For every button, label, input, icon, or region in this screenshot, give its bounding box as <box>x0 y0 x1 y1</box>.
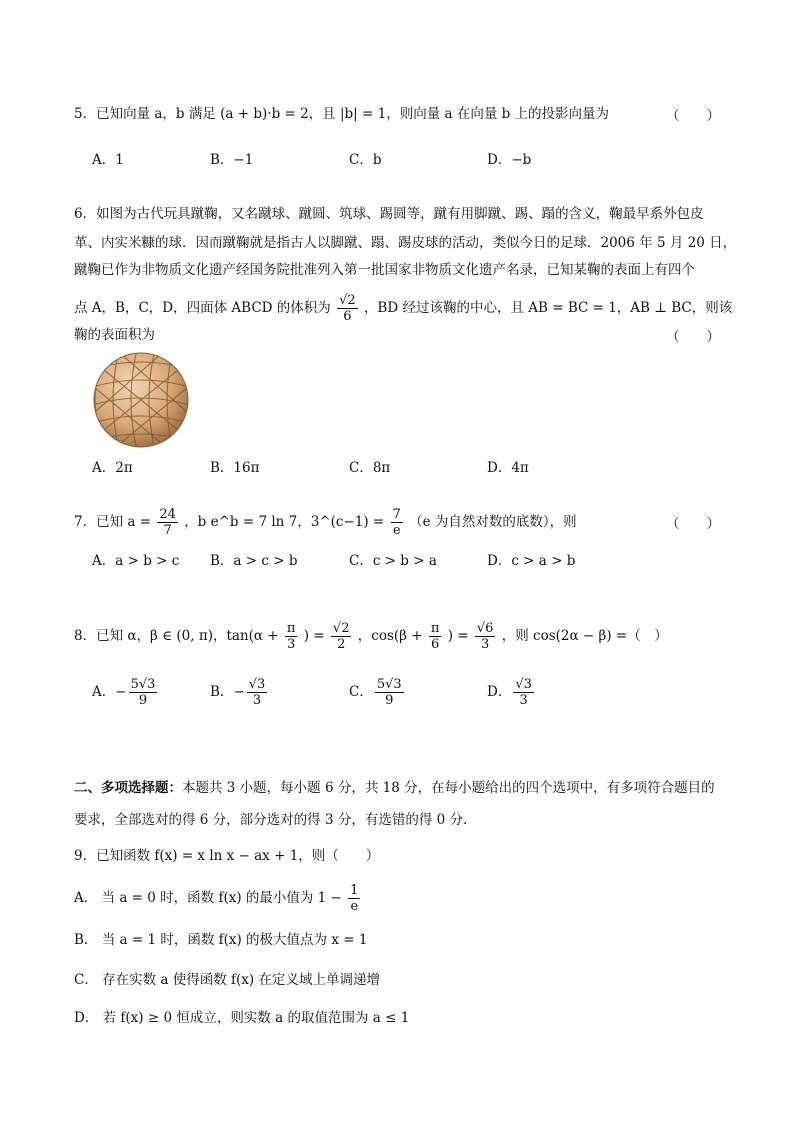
q8-option-c-den: 9 <box>385 693 394 708</box>
q8-stem-mid-3: ) = <box>447 628 469 644</box>
q6-option-a: A．2π <box>92 460 133 476</box>
q8-r6-den: 3 <box>481 637 490 652</box>
q7-stem-post: （e 为自然对数的底数），则 <box>409 514 577 530</box>
q8-r6-fraction <box>475 621 496 652</box>
q8-option-a-label: A．− <box>92 684 127 700</box>
q8-option-a <box>92 672 159 712</box>
q7-a-den: 7 <box>163 523 172 538</box>
q6-option-c: C．8π <box>349 460 391 476</box>
q5-stem: 5．已知向量 a，b 满足 (a + b)·b = 2，且 |b| = 1，则向量 a 在向量 b 上的投影向量为 <box>74 106 610 122</box>
q6-line-4-pre: 点 A，B，C，D，四面体 ABCD 的体积为 <box>74 300 331 316</box>
q9-option-a <box>74 878 362 918</box>
q9-stem: 9．已知函数 f(x) = x ln x − ax + 1，则（ ） <box>74 848 380 864</box>
q7-stem-pre: 7．已知 a = <box>74 514 152 530</box>
q8-pi3-num: π <box>286 621 296 636</box>
q8-r2-num: √2 <box>332 621 350 636</box>
q9-option-c: C． 存在实数 a 使得函数 f(x) 在定义域上单调递增 <box>74 972 380 988</box>
q7-option-d: D．c > a > b <box>487 553 576 569</box>
q8-option-b-label: B．− <box>210 684 245 700</box>
q9-option-a-den: e <box>350 899 359 914</box>
q8-option-d-num: √3 <box>515 677 532 692</box>
q6-line-1: 6．如图为古代玩具蹴鞠，又名蹴球、蹴圆、筑球、踢圆等，蹴有用脚蹴、踢、蹋的含义，鞠最早系外包皮 <box>74 206 704 222</box>
section-2-title: 二、多项选择题： <box>74 780 182 796</box>
section-2-heading <box>74 778 715 798</box>
q7-c-num: 7 <box>392 507 401 522</box>
q5-option-a: A．1 <box>92 152 124 168</box>
q7-option-b: B．a > c > b <box>210 553 298 569</box>
q8-option-c-fraction <box>375 677 404 708</box>
section-2-instructions-2: 要求，全部选对的得 6 分，部分选对的得 3 分，有选错的得 0 分. <box>74 812 468 828</box>
q8-option-c-num: 5√3 <box>376 677 402 692</box>
q5-option-b: B．−1 <box>210 152 254 168</box>
q8-stem-mid-2: ，cos(β + <box>357 628 423 644</box>
q8-option-b <box>210 672 269 712</box>
q6-volume-den: 6 <box>343 309 352 324</box>
q8-pi6-den: 6 <box>431 637 440 652</box>
q7-c-den: e <box>392 523 401 538</box>
q8-r2-fraction <box>331 621 352 652</box>
q6-option-d: D．4π <box>487 460 529 476</box>
q8-option-d-label: D． <box>487 684 512 700</box>
q6-answer-paren: （ ） <box>666 329 720 345</box>
q5-answer-paren: （ ） <box>666 108 720 124</box>
q5-option-d: D．−b <box>487 152 532 168</box>
q8-option-c <box>349 672 406 712</box>
section-2-instructions-1: 本题共 3 小题，每小题 6 分，共 18 分，在每小题给出的四个选项中，有多项符合题目的 <box>182 780 715 796</box>
q8-option-a-fraction <box>129 677 158 708</box>
q8-option-d <box>487 672 536 712</box>
q8-stem <box>74 616 668 656</box>
q7-c-fraction <box>391 507 403 538</box>
q8-r6-num: √6 <box>476 621 494 636</box>
q8-stem-post: ，则 cos(2α − β) =（ ） <box>501 628 668 644</box>
q8-option-d-fraction <box>513 677 534 708</box>
q8-stem-pre: 8．已知 α，β ∈ (0, π)，tan(α + <box>74 628 279 644</box>
q6-option-b: B．16π <box>210 460 260 476</box>
q8-option-b-fraction <box>247 677 268 708</box>
q7-option-a: A．a > b > c <box>92 553 180 569</box>
cuju-ball-image <box>93 352 189 448</box>
q6-line-2: 革、内实米糠的球．因而蹴鞠就是指古人以脚蹴、蹋、踢皮球的活动，类似今日的足球．2006 年 5 月 20 日， <box>74 235 737 251</box>
q7-a-num: 24 <box>159 507 176 522</box>
q8-pi3-fraction <box>285 621 298 652</box>
q7-stem <box>74 502 577 542</box>
q8-option-b-den: 3 <box>252 693 262 708</box>
q5-option-c: C．b <box>349 152 382 168</box>
q9-option-b: B． 当 a = 1 时，函数 f(x) 的极大值点为 x = 1 <box>74 932 368 948</box>
q8-option-a-num: 5√3 <box>130 677 156 692</box>
q8-r2-den: 2 <box>337 637 346 652</box>
q9-option-a-num: 1 <box>350 883 359 898</box>
q7-a-fraction <box>157 507 178 538</box>
q8-option-c-label: C． <box>349 684 373 700</box>
q8-option-d-den: 3 <box>519 693 528 708</box>
q6-line-4 <box>74 288 732 328</box>
q7-answer-paren: （ ） <box>666 516 720 532</box>
q9-option-d: D． 若 f(x) ≥ 0 恒成立，则实数 a 的取值范围为 a ≤ 1 <box>74 1010 410 1026</box>
q9-option-a-fraction <box>348 883 360 914</box>
q8-stem-mid-1: ) = <box>303 628 325 644</box>
q8-pi3-den: 3 <box>287 637 296 652</box>
q8-option-a-den: 9 <box>138 693 148 708</box>
q8-pi6-fraction <box>429 621 442 652</box>
q7-option-c: C．c > b > a <box>349 553 437 569</box>
q6-volume-fraction <box>337 293 358 324</box>
q7-stem-mid: ，b e^b = 7 ln 7，3^(c−1) = <box>184 514 385 530</box>
q6-line-5: 鞠的表面积为 <box>74 327 155 343</box>
q6-volume-num: √2 <box>339 293 356 308</box>
q6-line-3: 蹴鞠已作为非物质文化遗产经国务院批准列入第一批国家非物质文化遗产名录，已知某鞠的表面上有四个 <box>74 262 695 278</box>
q6-line-4-post: ，BD 经过该鞠的中心，且 AB = BC = 1，AB ⊥ BC，则该 <box>363 300 733 316</box>
q9-option-a-text: A． 当 a = 0 时，函数 f(x) 的最小值为 1 − <box>74 890 342 906</box>
q8-option-b-num: √3 <box>248 677 266 692</box>
q8-pi6-num: π <box>430 621 440 636</box>
